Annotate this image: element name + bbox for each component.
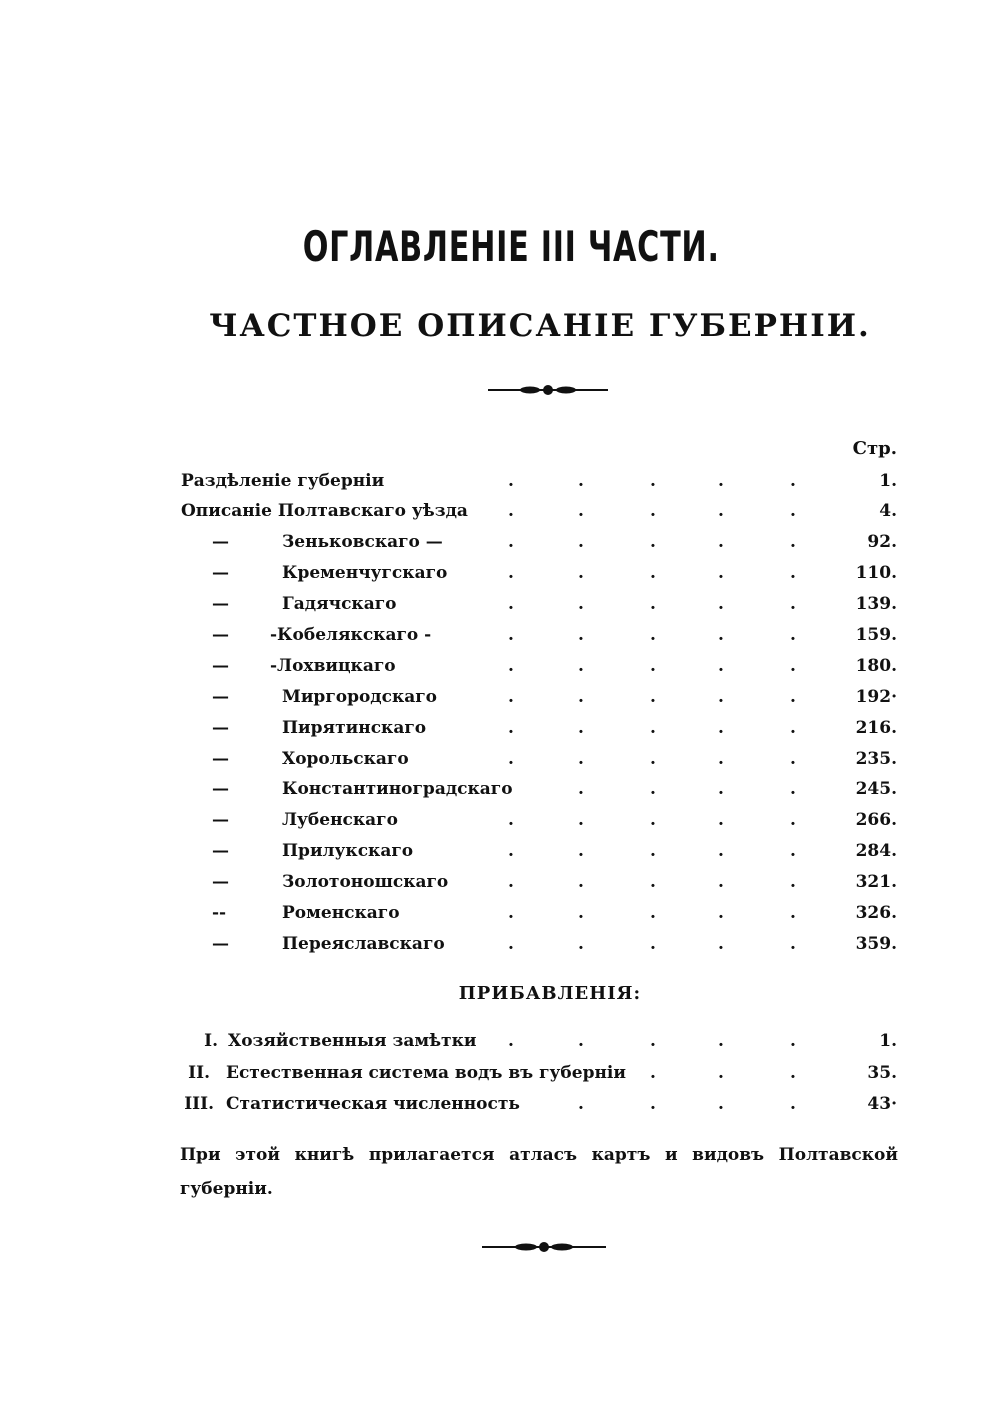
leader-dot: .: [790, 841, 796, 861]
leader-dot: .: [718, 749, 724, 769]
leader-dot: .: [578, 687, 584, 707]
leader-dot: .: [790, 872, 796, 892]
ornament-divider-top: [488, 383, 608, 397]
toc-label: Зеньковскаго —: [282, 532, 443, 552]
leader-dot: .: [508, 749, 514, 769]
toc-row: [0, 903, 1000, 929]
leader-dot: .: [718, 903, 724, 923]
leader-dot: .: [578, 779, 584, 799]
leader-dot: .: [650, 594, 656, 614]
leader-dot: .: [790, 687, 796, 707]
leader-dot: .: [718, 563, 724, 583]
toc-page-number: 1.: [879, 471, 897, 491]
leader-dot: .: [578, 841, 584, 861]
toc-label: Кременчугскаго: [282, 563, 448, 583]
leader-dot: .: [650, 810, 656, 830]
leader-dot: .: [650, 501, 656, 521]
toc-page-number: 216.: [855, 718, 897, 738]
leader-dot: .: [508, 810, 514, 830]
appendix-numeral: III.: [184, 1094, 214, 1114]
appendix-page-number: 35.: [867, 1063, 897, 1083]
leader-dot: .: [790, 934, 796, 954]
toc-page-number: 159.: [855, 625, 897, 645]
atlas-note: При этой книгѣ прилагается атласъ картъ и видовъ Полтавской губерніи.: [180, 1145, 898, 1199]
toc-label: Раздѣленіе губерніи: [181, 471, 385, 491]
toc-label: -Кобелякскаго -: [270, 625, 432, 645]
leader-dot: .: [508, 903, 514, 923]
leader-dot: .: [718, 532, 724, 552]
toc-page-number: 359.: [855, 934, 897, 954]
toc-label: Хорольскаго: [282, 749, 409, 769]
leader-dot: .: [508, 594, 514, 614]
leader-dot: .: [650, 1094, 656, 1114]
leader-dot: .: [718, 779, 724, 799]
appendix-label: Естественная система водъ въ губерніи: [226, 1063, 626, 1083]
leader-dot: .: [718, 718, 724, 738]
leader-dot: .: [718, 1063, 724, 1083]
leader-dot: .: [508, 1031, 514, 1051]
leader-dot: .: [790, 1094, 796, 1114]
leader-dot: .: [790, 1063, 796, 1083]
leader-dot: .: [508, 501, 514, 521]
toc-row: [0, 934, 1000, 960]
leader-dot: .: [578, 501, 584, 521]
toc-dash: —: [212, 841, 229, 861]
leader-dot: .: [650, 718, 656, 738]
leader-dot: .: [508, 718, 514, 738]
toc-dash: —: [212, 779, 229, 799]
toc-dash: —: [212, 810, 229, 830]
appendix-page-number: 1.: [879, 1031, 897, 1051]
leader-dot: .: [718, 471, 724, 491]
leader-dot: .: [790, 656, 796, 676]
toc-row: [0, 656, 1000, 682]
leader-dot: .: [718, 625, 724, 645]
leader-dot: .: [578, 625, 584, 645]
leader-dot: .: [578, 934, 584, 954]
toc-dash: —: [212, 718, 229, 738]
toc-dash: —: [212, 563, 229, 583]
leader-dot: .: [650, 841, 656, 861]
toc-page-number: 321.: [855, 872, 897, 892]
toc-page-number: 266.: [855, 810, 897, 830]
leader-dot: .: [718, 594, 724, 614]
toc-page-number: 245.: [855, 779, 897, 799]
leader-dot: .: [650, 934, 656, 954]
leader-dot: .: [650, 563, 656, 583]
ornament-divider-bottom: [482, 1240, 606, 1254]
toc-label: Гадячскаго: [282, 594, 397, 614]
toc-row: [0, 718, 1000, 744]
toc-dash: —: [212, 625, 229, 645]
leader-dot: .: [650, 625, 656, 645]
leader-dot: .: [718, 687, 724, 707]
leader-dot: .: [790, 718, 796, 738]
leader-dot: .: [650, 656, 656, 676]
toc-page-number: 235.: [855, 749, 897, 769]
leader-dot: .: [508, 934, 514, 954]
leader-dot: .: [650, 532, 656, 552]
appendix-label: Хозяйственныя замѣтки: [228, 1031, 477, 1051]
appendix-row: [0, 1094, 1000, 1120]
leader-dot: .: [718, 934, 724, 954]
toc-page-number: 110.: [855, 563, 897, 583]
toc-label: Прилукскаго: [282, 841, 414, 861]
toc-dash: —: [212, 532, 229, 552]
appendix-heading: ПРИБАВЛЕНІЯ:: [458, 983, 642, 1004]
toc-label: Пирятинскаго: [282, 718, 427, 738]
leader-dot: .: [718, 872, 724, 892]
leader-dot: .: [578, 1031, 584, 1051]
toc-row: [0, 810, 1000, 836]
toc-label: Лубенскаго: [282, 810, 398, 830]
page-title: ОГЛАВЛЕНІЕ III ЧАСТИ.: [302, 222, 720, 271]
leader-dot: .: [790, 810, 796, 830]
leader-dot: .: [578, 903, 584, 923]
page-column-header: Стр.: [852, 438, 897, 459]
leader-dot: .: [790, 625, 796, 645]
leader-dot: .: [508, 872, 514, 892]
leader-dot: .: [508, 841, 514, 861]
toc-dash: —: [212, 872, 229, 892]
leader-dot: .: [718, 501, 724, 521]
toc-row: [0, 563, 1000, 589]
leader-dot: .: [508, 625, 514, 645]
toc-page-number: 92.: [867, 532, 897, 552]
toc-label: Переяславскаго: [282, 934, 445, 954]
appendix-numeral: II.: [188, 1063, 210, 1083]
toc-dash: —: [212, 656, 229, 676]
toc-page-number: 284.: [855, 841, 897, 861]
leader-dot: .: [790, 1031, 796, 1051]
toc-page-number: 139.: [855, 594, 897, 614]
toc-page-number: 192·: [855, 687, 897, 707]
toc-page-number: 4.: [879, 501, 897, 521]
leader-dot: .: [718, 810, 724, 830]
appendix-label: Статистическая численность: [226, 1094, 520, 1114]
toc-dash: —: [212, 687, 229, 707]
toc-dash: —: [212, 749, 229, 769]
toc-row: [0, 532, 1000, 558]
toc-row: [0, 749, 1000, 775]
toc-label: Описаніе Полтавскаго уѣзда: [181, 501, 468, 521]
toc-label: Золотоношскаго: [282, 872, 449, 892]
toc-label: Константиноградскаго: [282, 779, 513, 799]
leader-dot: .: [650, 872, 656, 892]
toc-label: Миргородскаго: [282, 687, 438, 707]
toc-page-number: 180.: [855, 656, 897, 676]
leader-dot: .: [508, 687, 514, 707]
leader-dot: .: [650, 779, 656, 799]
appendix-row: [0, 1063, 1000, 1089]
leader-dot: .: [650, 1063, 656, 1083]
leader-dot: .: [790, 471, 796, 491]
page-subtitle: ЧАСТНОЕ ОПИСАНІЕ ГУБЕРНІИ.: [209, 308, 871, 344]
leader-dot: .: [650, 687, 656, 707]
leader-dot: .: [650, 749, 656, 769]
leader-dot: .: [650, 471, 656, 491]
toc-row: [0, 841, 1000, 867]
leader-dot: .: [578, 563, 584, 583]
appendix-row: [0, 1031, 1000, 1057]
leader-dot: .: [790, 501, 796, 521]
leader-dot: .: [790, 903, 796, 923]
leader-dot: .: [508, 532, 514, 552]
leader-dot: .: [578, 471, 584, 491]
toc-row: [0, 625, 1000, 651]
leader-dot: .: [578, 872, 584, 892]
leader-dot: .: [650, 1031, 656, 1051]
toc-dash: --: [212, 903, 227, 923]
toc-label: -Лохвицкаго: [270, 656, 396, 676]
leader-dot: .: [790, 594, 796, 614]
toc-row: [0, 872, 1000, 898]
leader-dot: .: [578, 532, 584, 552]
toc-dash: —: [212, 934, 229, 954]
leader-dot: .: [578, 594, 584, 614]
toc-label: Роменскаго: [282, 903, 400, 923]
leader-dot: .: [790, 563, 796, 583]
leader-dot: .: [578, 1094, 584, 1114]
leader-dot: .: [718, 1031, 724, 1051]
leader-dot: .: [508, 656, 514, 676]
leader-dot: .: [578, 656, 584, 676]
toc-row: [0, 501, 1000, 527]
appendix-page-number: 43·: [867, 1094, 897, 1114]
toc-page-number: 326.: [855, 903, 897, 923]
leader-dot: .: [508, 563, 514, 583]
leader-dot: .: [508, 471, 514, 491]
toc-row: [0, 471, 1000, 497]
leader-dot: .: [650, 903, 656, 923]
appendix-numeral: I.: [204, 1031, 218, 1051]
leader-dot: .: [718, 1094, 724, 1114]
leader-dot: .: [790, 779, 796, 799]
leader-dot: .: [790, 532, 796, 552]
toc-row: [0, 779, 1000, 805]
leader-dot: .: [718, 841, 724, 861]
leader-dot: .: [578, 718, 584, 738]
toc-dash: —: [212, 594, 229, 614]
toc-row: [0, 687, 1000, 713]
leader-dot: .: [578, 810, 584, 830]
leader-dot: .: [718, 656, 724, 676]
leader-dot: .: [790, 749, 796, 769]
toc-row: [0, 594, 1000, 620]
leader-dot: .: [578, 749, 584, 769]
